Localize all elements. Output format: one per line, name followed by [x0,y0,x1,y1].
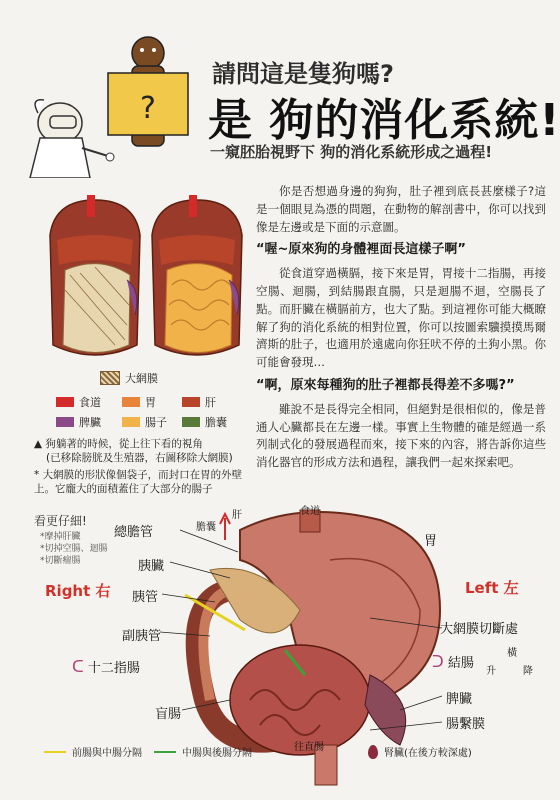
label-pancreas: 胰臟 [138,559,165,574]
green-line-swatch [154,751,176,753]
label-bile-duct: 總膽管 [114,525,154,540]
organ-view-with-omentum [50,195,140,355]
label-stomach: 胃 [424,534,438,549]
legend-item-esophagus [56,394,101,410]
page-subtitle: 一窺胚胎視野下 狗的消化系統形成之過程! [210,143,493,161]
legend-foregut-midgut-label: 前腸與中腸分隔 [72,748,142,759]
label-gallbladder: 膽囊 [196,522,216,533]
heading-2: “啊，原來每種狗的肚子裡都長得差不多嗎?” [256,377,515,393]
label-liver: 肝 [232,510,242,521]
sign-question-mark: ? [140,91,156,126]
see-sub-2: *切掉空腸、迴腸 [40,544,108,554]
legend-item-gallbladder [182,414,227,430]
legend-kidney [368,744,472,759]
cartoon-dog-illustration [20,28,200,178]
label-colon-text: 結腸 [447,656,474,671]
legend-label: 脾臟 [79,416,101,429]
paragraph-3: 雖說不是長得完全相同，但絕對是很相似的，像是普通人心臟都長在左邊一樣。事實上生物體的確是經過一系列制式化的發展過程而來，接下來的內容，將告訴你這些消化器官的形成方法和過程，讓我們一起來探索吧。 [256,401,546,470]
view-note-sub: (已移除膀胱及生殖器，右圖移除大網膜) [46,452,233,464]
article-body [256,183,546,472]
heading-1: “喔~原來狗的身體裡面長這樣子啊” [256,242,466,258]
legend-label: 肝 [205,396,216,409]
label-descending: 降 [523,666,533,677]
legend-swatch [182,397,200,407]
yellow-line-swatch [44,751,66,753]
asterisk-mark: * [34,469,40,481]
view-note [34,437,249,465]
paragraph-2: 從食道穿過橫膈，接下來是胃，胃接十二指腸，再接空腸、迴腸，到結腸跟直腸，只是迴腸不迴，空腸長了點。而肝臟在橫膈前方，也大了點。到這裡你可能大概瞭解了狗的消化系統的相對位置，你可以按圖索驥摸摸馬爾濟斯的肚子，也適用於遠處向你狂吠不停的土狗小黑。你可能會發現… [256,266,546,370]
label-omentum-cut: 大網膜切斷處 [440,622,519,637]
legend-midgut-hindgut [154,744,252,759]
legend-item-spleen [56,414,101,430]
legend-swatch [56,397,74,407]
omentum-swatch [100,371,120,385]
label-duodenum [72,657,140,676]
omentum-note-text: 大網膜的形狀像個袋子，而封口在胃的外壁上。它龐大的面積蓋住了大部分的腸子 [34,469,243,495]
view-note-text: 狗躺著的時候，從上往下看的視角 [45,438,203,450]
see-more-label: 看更仔細! [34,514,87,528]
legend-midgut-hindgut-label: 中腸與後腸分隔 [182,748,252,759]
kidney-icon [368,745,378,759]
label-duodenum-text: 十二指腸 [87,661,140,676]
label-pancreatic-duct: 胰管 [132,590,159,605]
label-ascending: 升 [486,666,496,677]
label-spleen: 脾臟 [446,692,473,707]
see-sub-1: *摩掉肝臟 [40,532,81,542]
label-cecum: 盲腸 [155,707,182,722]
legend-swatch [122,397,140,407]
legend-omentum [100,370,158,386]
label-transverse: 橫 [507,648,517,659]
legend-item-liver [182,394,216,410]
legend-swatch [182,417,200,427]
organ-view-without-omentum [152,195,242,355]
label-mesentery: 腸繫膜 [446,717,486,732]
header-question: 請問這是隻狗嗎? [212,60,394,88]
see-sub-3: *切斷瘤腸 [40,556,81,566]
legend-kidney-label: 腎臟(在後方較深處) [384,748,472,759]
legend-swatch [122,417,140,427]
page-title: 是 狗的消化系統! [208,95,560,146]
label-accessory-duct: 副胰管 [122,629,162,644]
colon-icon: ᑐ [432,652,444,671]
duodenum-icon: ᑕ [72,657,84,676]
label-colon [432,652,474,671]
paragraph-1: 你是否想過身邊的狗狗，肚子裡到底長甚麼樣子?這是一個眼見為憑的問題，在動物的解剖書中，你可以找到像是左邊或是下面的示意圖。 [256,184,546,234]
label-rectum: 往直腸 [294,742,324,753]
legend-foregut-midgut [44,744,142,759]
legend-item-intestine [122,414,167,430]
triangle-icon: ▲ [34,438,43,450]
legend-label: 膽囊 [205,416,227,429]
legend-omentum-label: 大網膜 [125,372,158,385]
omentum-note [34,468,249,496]
legend-label: 食道 [79,396,101,409]
legend-label: 胃 [145,396,156,409]
left-side-label: Left 左 [465,579,519,597]
legend-item-stomach [122,394,156,410]
label-esophagus: 食道 [300,506,320,517]
dog-organs-diagram [45,195,245,365]
right-side-label: Right 右 [45,582,111,600]
legend-swatch [56,417,74,427]
legend-label: 腸子 [145,416,167,429]
